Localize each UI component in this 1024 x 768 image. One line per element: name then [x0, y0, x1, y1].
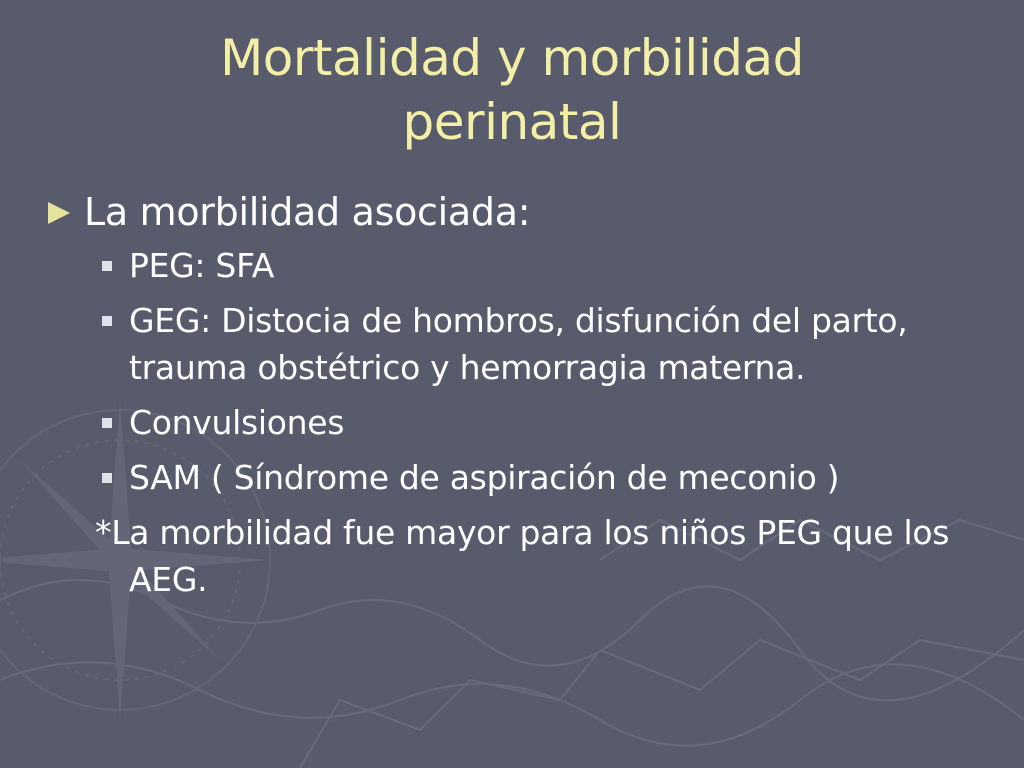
list-item-text: GEG: Distocia de hombros, disfunción del parto, trauma obstétrico y hemorragia materna. — [129, 301, 908, 387]
square-bullet-icon — [102, 261, 112, 271]
list-item — [44, 454, 994, 501]
square-bullet-icon — [102, 473, 112, 483]
heading-bullet — [44, 188, 994, 236]
slide-body — [44, 188, 994, 603]
slide-title — [0, 26, 1024, 154]
list-item — [44, 297, 994, 391]
list-item — [44, 399, 994, 446]
footnote: *La morbilidad fue mayor para los niños PEG que los AEG. — [95, 513, 950, 599]
square-bullet-icon — [102, 316, 112, 326]
list-item — [44, 242, 994, 289]
list-item-text: Convulsiones — [129, 403, 345, 442]
triangle-arrow-icon — [48, 202, 70, 224]
list-item-text: SAM ( Síndrome de aspiración de meconio ) — [129, 458, 840, 497]
heading-text: La morbilidad asociada: — [84, 190, 531, 234]
title-line-1: Mortalidad y morbilidad — [220, 29, 804, 87]
square-bullet-icon — [102, 418, 112, 428]
list-item-text: PEG: SFA — [129, 246, 275, 285]
title-line-2: perinatal — [402, 93, 622, 151]
